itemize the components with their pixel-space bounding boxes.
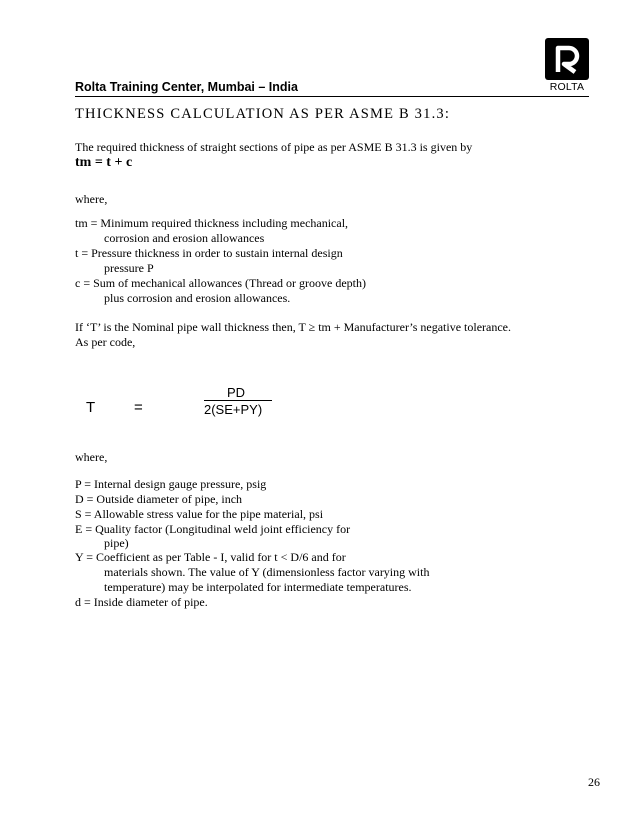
where-label: where, — [75, 192, 108, 206]
definition-line: corrosion and erosion allowances — [104, 231, 265, 245]
logo-text: ROLTA — [549, 81, 585, 93]
as-per-code-text: As per code, — [75, 335, 136, 349]
fraction-bar — [204, 400, 272, 401]
equation-equals: = — [134, 399, 143, 416]
equation-denominator: 2(SE+PY) — [204, 402, 263, 417]
definition-line: P = Internal design gauge pressure, psig — [75, 477, 267, 491]
formula-main: tm = t + c — [75, 155, 133, 170]
header-title: Rolta Training Center, Mumbai – India — [75, 80, 298, 94]
definition-line: temperature) may be interpolated for intermediate temperatures. — [104, 580, 412, 594]
page-number: 26 — [588, 775, 600, 789]
equation-lhs: T — [86, 399, 96, 416]
definition-line: S = Allowable stress value for the pipe material, psi — [75, 507, 324, 521]
where-label: where, — [75, 450, 108, 464]
definition-line: plus corrosion and erosion allowances. — [104, 291, 291, 305]
equation-numerator: PD — [227, 385, 246, 400]
definition-line: tm = Minimum required thickness including mechanical, — [75, 216, 349, 230]
definition-line: D = Outside diameter of pipe, inch — [75, 492, 243, 506]
header-rule — [75, 96, 589, 97]
definition-line: d = Inside diameter of pipe. — [75, 595, 208, 609]
intro-text: The required thickness of straight sections of pipe as per ASME B 31.3 is given by — [75, 140, 473, 154]
nominal-thickness-text: If ‘T’ is the Nominal pipe wall thickness then, T ≥ tm + Manufacturer’s negative tolerance. — [75, 320, 512, 334]
definition-line: c = Sum of mechanical allowances (Thread or groove depth) — [75, 276, 366, 290]
definition-line: E = Quality factor (Longitudinal weld joint efficiency for — [75, 522, 351, 536]
definition-line: pressure P — [104, 261, 154, 275]
definition-line: t = Pressure thickness in order to sustain internal design — [75, 246, 343, 260]
definition-line: materials shown. The value of Y (dimensionless factor varying with — [104, 565, 430, 579]
definition-line: Y = Coefficient as per Table - I, valid for t < D/6 and for — [75, 550, 346, 564]
definition-line: pipe) — [104, 536, 129, 550]
section-title: THICKNESS CALCULATION AS PER ASME B 31.3: — [75, 106, 451, 122]
